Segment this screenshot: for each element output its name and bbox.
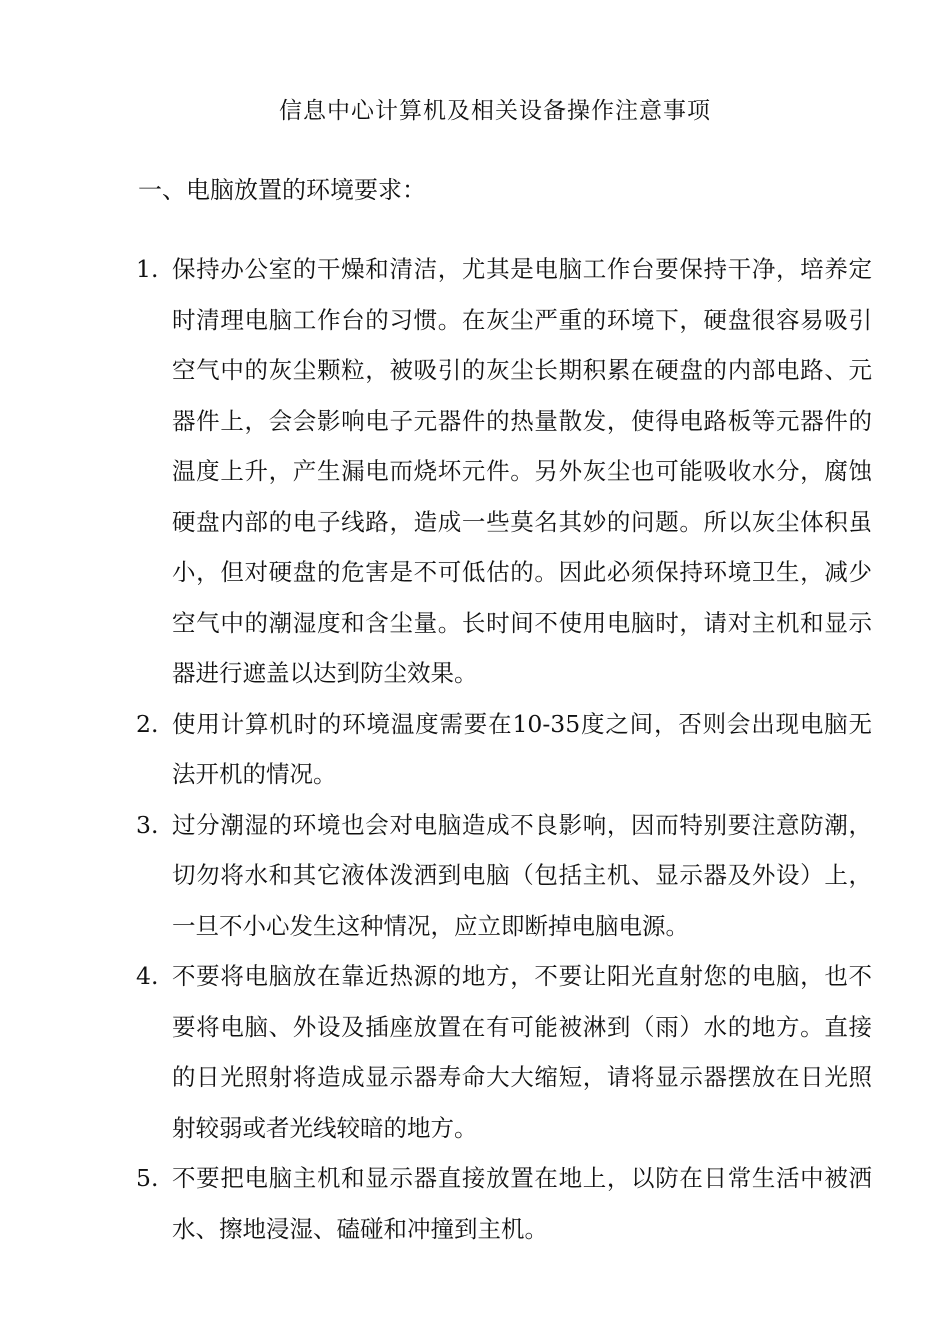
list-item-text: 过分潮湿的环境也会对电脑造成不良影响，因而特别要注意防潮，切勿将水和其它液体泼洒到电脑（包括主机、显示器及外设）上，一旦不小心发生这种情况，应立即断掉电脑电源。 <box>172 810 872 940</box>
list-item <box>136 699 896 800</box>
list-item <box>136 244 896 699</box>
list-item-text: 保持办公室的干燥和清洁，尤其是电脑工作台要保持干净，培养定时清理电脑工作台的习惯。在灰尘严重的环境下，硬盘很容易吸引空气中的灰尘颗粒，被吸引的灰尘长期积累在硬盘的内部电路、元器件上，会会影响电子元器件的热量散发，使得电路板等元器件的温度上升，产生漏电而烧坏元件。另外灰尘也可能吸收水分，腐蚀硬盘内部的电子线路，造成一些莫名其妙的问题。所以灰尘体积虽小，但对硬盘的危害是不可低估的。因此必须保持环境卫生，减少空气中的潮湿度和含尘量。长时间不使用电脑时，请对主机和显示器进行遮盖以达到防尘效果。 <box>172 255 872 687</box>
list-item <box>136 800 896 952</box>
list-item-text: 不要将电脑放在靠近热源的地方，不要让阳光直射您的电脑，也不要将电脑、外设及插座放置在有可能被淋到（雨）水的地方。直接的日光照射将造成显示器寿命大大缩短，请将显示器摆放在日光照射较弱或者光线较暗的地方。 <box>172 962 872 1142</box>
page-title: 信息中心计算机及相关设备操作注意事项 <box>279 98 711 124</box>
list-item-text: 使用计算机时的环境温度需要在10-35度之间，否则会出现电脑无法开机的情况。 <box>172 709 872 788</box>
requirements-list <box>136 244 896 1254</box>
list-item-number: 4. <box>136 962 159 990</box>
list-item-text: 不要把电脑主机和显示器直接放置在地上，以防在日常生活中被洒水、擦地浸湿、磕碰和冲撞到主机。 <box>172 1164 872 1243</box>
list-item-number: 3. <box>136 810 159 839</box>
list-item-number: 1. <box>136 255 159 283</box>
list-item-number: 5. <box>136 1164 159 1192</box>
list-item-number: 2. <box>136 709 159 738</box>
list-item <box>136 951 896 1153</box>
list-item <box>136 1153 896 1254</box>
section-heading: 一、电脑放置的环境要求： <box>138 176 426 204</box>
